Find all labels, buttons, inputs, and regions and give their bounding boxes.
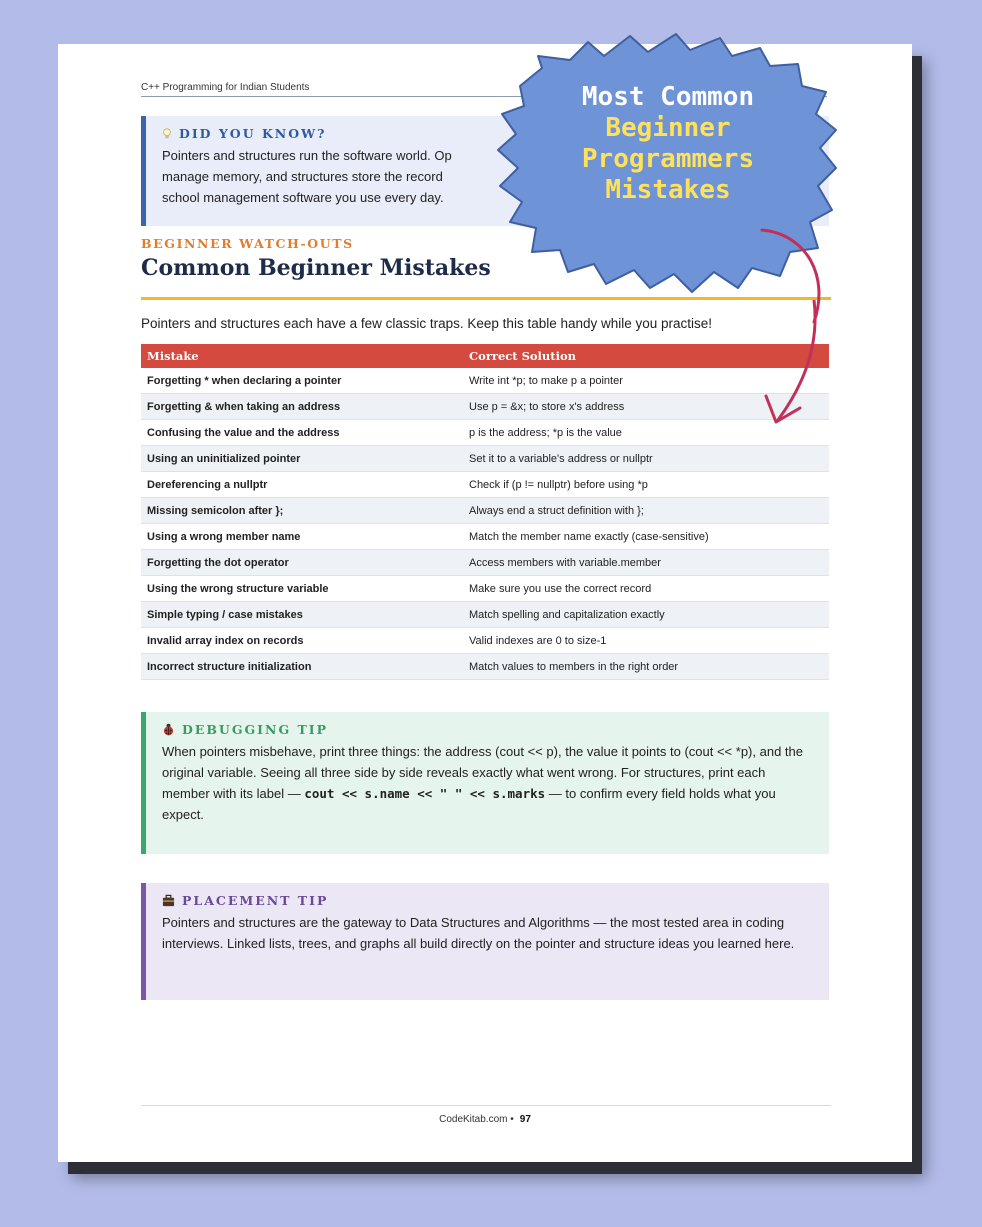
table-row [141, 576, 829, 602]
section-intro: Pointers and structures each have a few classic traps. Keep this table handy while you practise! [141, 316, 713, 331]
mistake-cell: Confusing the value and the address [141, 420, 463, 446]
arrow-shaft [778, 300, 815, 420]
briefcase-icon [162, 894, 175, 907]
table-row [141, 472, 829, 498]
mistakes-table [141, 344, 829, 680]
solution-cell: Match spelling and capitalization exactly [463, 602, 829, 628]
debug-code-snippet: cout << s.name << " " << s.marks [304, 786, 546, 801]
bubble-text [548, 82, 788, 206]
bubble-line-3: Programmers [581, 144, 755, 174]
mistake-cell: Missing semicolon after }; [141, 498, 463, 524]
solution-cell: Use p = &x; to store x's address [463, 394, 829, 420]
solution-cell: Match the member name exactly (case-sensitive) [463, 524, 829, 550]
debugging-tip-box [141, 712, 829, 854]
section-title: Common Beginner Mistakes [141, 255, 491, 281]
mistake-cell: Using the wrong structure variable [141, 576, 463, 602]
placement-tip-text: Pointers and structures are the gateway to Data Structures and Algorithms — the most tested area in coding interviews. Linked lists, trees, and graphs all build directly on the pointer and structure ideas you learned here. [162, 915, 795, 951]
footer-rule [141, 1105, 831, 1106]
debugging-tip-text: When pointers misbehave, print three things: the address (cout << p), the value it points to (cout << *p), and the original variable. Seeing all three side by side reveals exactly what went wrong. For structures, print each member with its label — cout << s.name << " " << s.marks — to confirm every field holds what you expect. [162, 744, 803, 822]
lightbulb-icon [162, 128, 172, 140]
did-you-know-line: manage memory, and structures store the record [162, 169, 443, 184]
solution-cell: Match values to members in the right order [463, 654, 829, 680]
table-row [141, 420, 829, 446]
mistake-cell: Dereferencing a nullptr [141, 472, 463, 498]
solution-cell: Always end a struct definition with }; [463, 498, 829, 524]
mistake-cell: Using an uninitialized pointer [141, 446, 463, 472]
table-row [141, 550, 829, 576]
table-row [141, 394, 829, 420]
did-you-know-line: Pointers and structures run the software world. Op [162, 148, 452, 163]
section-kicker: BEGINNER WATCH-OUTS [141, 236, 354, 251]
table-row [141, 368, 829, 394]
column-header-solution: Correct Solution [463, 344, 829, 368]
table-row [141, 446, 829, 472]
placement-tip-label: PLACEMENT TIP [182, 893, 329, 908]
solution-cell: p is the address; *p is the value [463, 420, 829, 446]
page-number: 97 [519, 1114, 531, 1125]
placement-tip-box [141, 883, 829, 1000]
mistake-cell: Invalid array index on records [141, 628, 463, 654]
bubble-line-4: Mistakes [605, 175, 731, 205]
did-you-know-label: DID YOU KNOW? [179, 126, 327, 141]
bubble-line-1: Most Common [581, 82, 755, 112]
running-head: C++ Programming for Indian Students [141, 82, 827, 97]
arrow-head [766, 396, 800, 422]
did-you-know-line: school management software you use every day. [162, 190, 444, 205]
table-row [141, 602, 829, 628]
ladybug-icon [162, 723, 175, 736]
mistake-cell: Incorrect structure initialization [141, 654, 463, 680]
column-header-mistake: Mistake [141, 344, 463, 368]
solution-cell: Check if (p != nullptr) before using *p [463, 472, 829, 498]
solution-cell: Valid indexes are 0 to size-1 [463, 628, 829, 654]
footer-site: CodeKitab.com • [439, 1114, 514, 1125]
debugging-tip-label: DEBUGGING TIP [182, 722, 329, 737]
mistake-cell: Simple typing / case mistakes [141, 602, 463, 628]
table-row [141, 628, 829, 654]
table-header-row [141, 344, 829, 368]
table-row [141, 498, 829, 524]
table-row [141, 524, 829, 550]
mistake-cell: Using a wrong member name [141, 524, 463, 550]
solution-cell: Access members with variable.member [463, 550, 829, 576]
solution-cell: Write int *p; to make p a pointer [463, 368, 829, 394]
mistake-cell: Forgetting * when declaring a pointer [141, 368, 463, 394]
table-row [141, 654, 829, 680]
mistake-cell: Forgetting the dot operator [141, 550, 463, 576]
mistake-cell: Forgetting & when taking an address [141, 394, 463, 420]
arrow-tail [760, 300, 830, 430]
solution-cell: Set it to a variable's address or nullptr [463, 446, 829, 472]
solution-cell: Make sure you use the correct record [463, 576, 829, 602]
page-footer [58, 1114, 912, 1125]
bubble-line-2: Beginner [605, 113, 731, 143]
